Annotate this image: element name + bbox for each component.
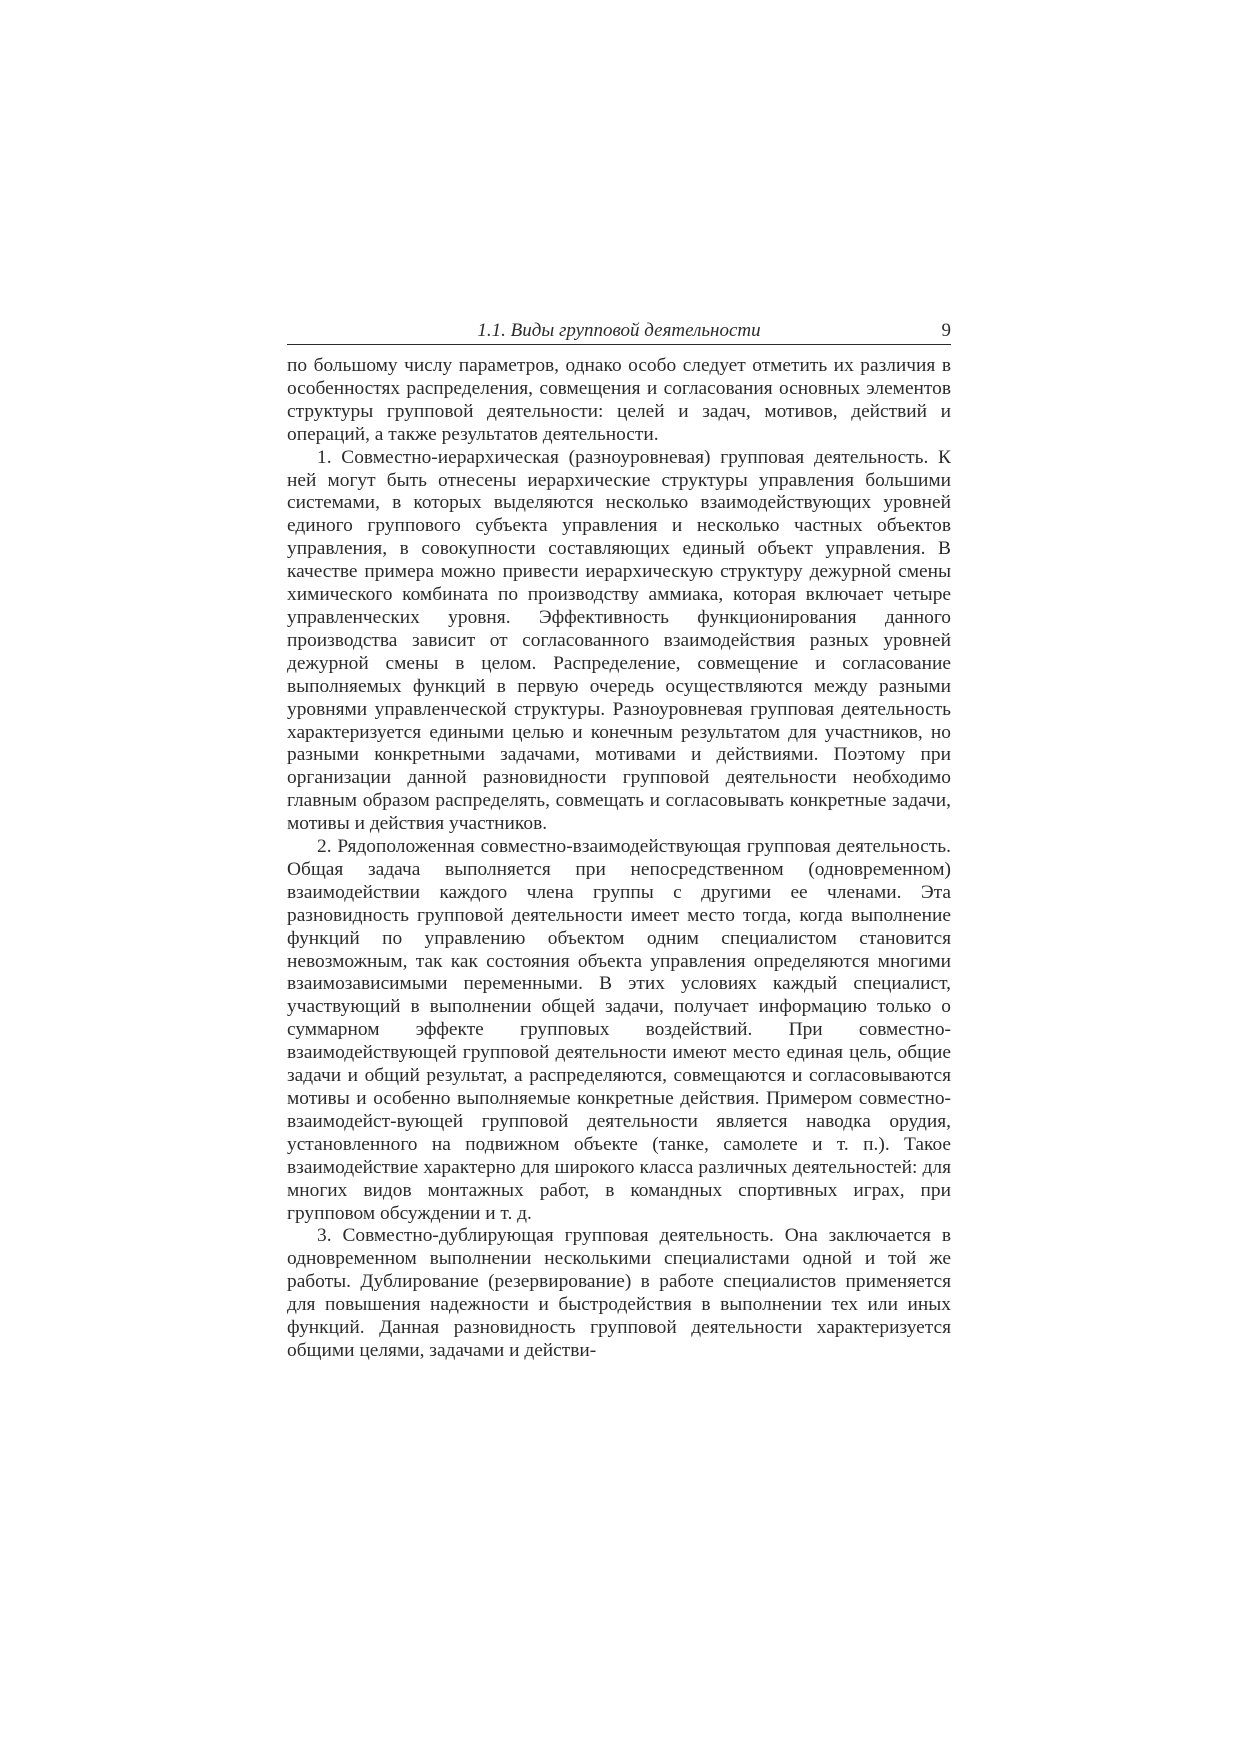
- book-page: [287, 318, 951, 1363]
- running-header: [287, 318, 951, 345]
- paragraph-hierarchical-activity: 1. Совместно-иерархическая (разноуровневая) групповая деятельность. К ней могут быть отнесены иерархические структуры управления большими системами, в которых выделяются несколько взаимодействующих уровней единого группового субъекта управления и несколько частных объектов управления, в совокупности составляющих единый объект управления. В качестве примера можно привести иерархическую структуру дежурной смены химического комбината по производству аммиака, которая включает четыре управленческих уровня. Эффективность функционирования данного производства зависит от согласованного взаимодействия разных уровней дежурной смены в целом. Распределение, совмещение и согласование выполняемых функций в первую очередь осуществляются между разными уровнями управленческой структуры. Разноуровневая групповая деятельность характеризуется едиными целью и конечным результатом для участников, но разными конкретными задачами, мотивами и действиями. Поэтому при организации данной разновидности групповой деятельности необходимо главным образом распределять, совмещать и согласовывать конкретные задачи, мотивы и действия участников.: [287, 446, 951, 835]
- paragraph-continuation: по большому числу параметров, однако особо следует отметить их различия в особенностях распределения, совмещения и согласования основных элементов структуры групповой деятельности: целей и задач, мотивов, действий и операций, а также результатов деятельности.: [287, 355, 951, 445]
- paragraph-duplicating-activity: 3. Совместно-дублирующая групповая деятельность. Она заключается в одновременном выполнении несколькими специалистами одной и той же работы. Дублирование (резервирование) в работе специалистов применяется для повышения надежности и быстродействия в выполнении тех или иных функций. Данная разновидность групповой деятельности характеризуется общими целями, задачами и действи-: [287, 1225, 951, 1361]
- page-number: 9: [941, 320, 951, 341]
- paragraph-interacting-activity: 2. Рядоположенная совместно-взаимодействующая групповая деятельность. Общая задача выполняется при непосредственном (одновременном) взаимодействии каждого члена группы с другими ее членами. Эта разновидность групповой деятельности имеет место тогда, когда выполнение функций по управлению объектом одним специалистом становится невозможным, так как состояния объекта управления определяются многими взаимозависимыми переменными. В этих условиях каждый специалист, участвующий в выполнении общей задачи, получает информацию только о суммарном эффекте групповых воздействий. При совместно-взаимодействующей групповой деятельности имеют место единая цель, общие задачи и общий результат, а распределяются, совмещаются и согласовываются мотивы и особенно выполняемые конкретные действия. Примером совместно-взаимодейст-вующей групповой деятельности является наводка орудия, установленного на подвижном объекте (танке, самолете и т. п.). Такое взаимодействие характерно для широкого класса различных деятельностей: для многих видов монтажных работ, в командных спортивных играх, при групповом обсуждении и т. д.: [287, 836, 951, 1224]
- body-text: [287, 355, 951, 1363]
- running-title: 1.1. Виды групповой деятельности: [477, 320, 761, 341]
